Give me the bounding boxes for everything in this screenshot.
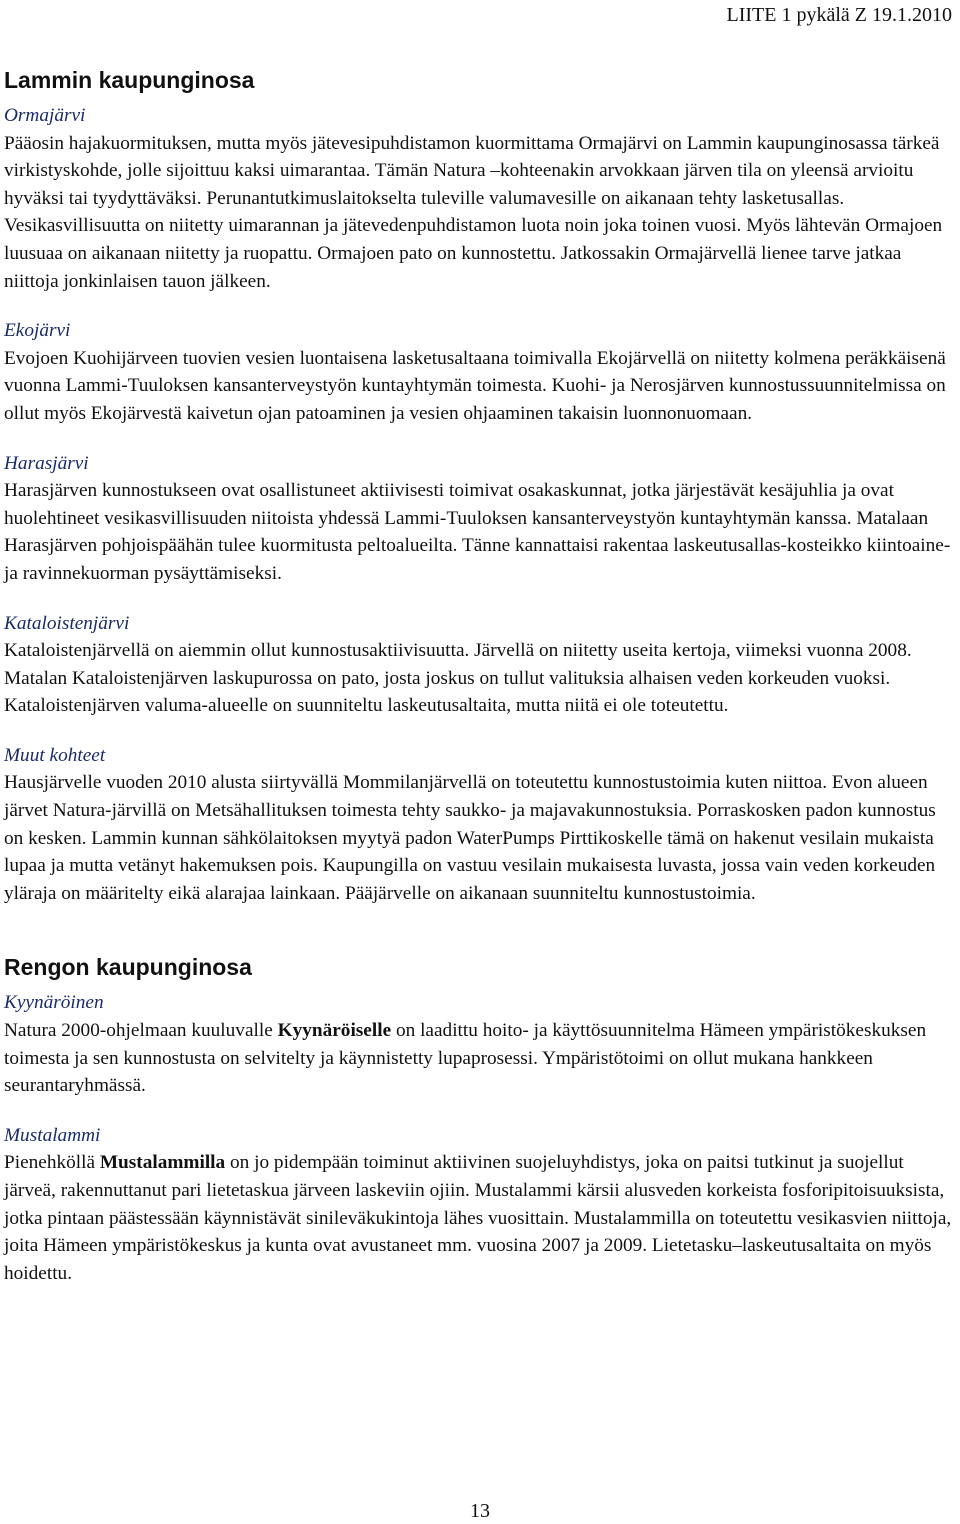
subsection-text: Pääosin hajakuormituksen, mutta myös jätevesipuhdistamon kuormittama Ormajärvi on Lammin kaupunginosassa tärkeä virkistyskohde, jolle sijoittuu kaksi uimarantaa. Tämän Natura –kohteenakin arvokkaan järven tila on yleensä arvioitu hyväksi tai tyydyttäväksi. Perunantutkimuslaitokselta tuleville valumavesille on aikanaan tehty lasketusallas. Vesikasvillisuutta on niitetty uimarannan ja jätevedenpuhdistamon luota noin joka toinen vuosi. Myös lähtevän Ormajoen luusuaa on aikanaan niitetty ja ruopattu. Ormajoen pato on kunnostettu. Jatkossakin Ormajärvellä lienee tarve jatkaa niittoja jonkinlaisen tauon jälkeen. (4, 132, 943, 292)
page-header: LIITE 1 pykälä Z 19.1.2010 (726, 4, 952, 26)
subsection-ekojarvi (4, 317, 956, 427)
subsection-text: Kataloistenjärvellä on aiemmin ollut kunnostusaktiivisuutta. Järvellä on niitetty useita kertoja, viimeksi vuonna 2008. Matalan Kataloistenjärven laskupurossa on pato, josta joskus on tullut valituksia alhaisen veden korkeuden vuoksi. Kataloistenjärven valuma-alueelle on suunniteltu laskeutusaltaita, mutta niitä ei ole toteutettu. (4, 640, 912, 717)
bold-term: Mustalammilla (99, 1152, 226, 1174)
document-body (4, 66, 956, 1309)
text-after: on jo pidempään toiminut aktiivinen suojeluyhdistys, joka on paitsi tutkinut ja suojellut järveä, rakennuttanut pari lietetaskua järveen laskeviin ojiin. Mustalammi kärsii alusveden korkeista fosforipitoisuuksista, jotka pintaan päästessään käynnistävät sinileväkukintoja lähes vuosittain. Mustalammilla on toteutettu vesikasvien niittoja, joita Hämeen ympäristökeskus ja kunta ovat avustaneet mm. vuosina 2007 ja 2009. Lietetasku–laskeutusaltaita on myös hoidettu. (4, 1152, 952, 1284)
subsection-ormajarvi (4, 102, 956, 295)
subsection-mustalammi (4, 1122, 956, 1288)
subsection-heading: Ormajärvi (4, 105, 86, 126)
subsection-heading: Mustalammi (4, 1124, 101, 1146)
text-before: Pienehköllä (4, 1152, 100, 1174)
subsection-kyynaroinen (4, 989, 956, 1099)
text-after: on laadittu hoito- ja käyttösuunnitelma Hämeen ympäristökeskuksen toimesta ja sen kunnostusta on selvitelty ja käynnistetty lupaprosessi. Ympäristötoimi on ollut mukana hankkeen seurantaryhmässä. (4, 1020, 927, 1097)
subsection-kataloistenjarvi (4, 610, 956, 720)
page-number: 13 (470, 1500, 490, 1522)
subsection-text (4, 1017, 956, 1100)
subsection-heading: Muut kohteet (4, 744, 106, 766)
section-title-lammi: Lammin kaupunginosa (4, 67, 255, 93)
subsection-heading: Kyynäröinen (4, 992, 104, 1014)
subsection-heading: Harasjärvi (4, 452, 89, 474)
text-before: Natura 2000-ohjelmaan kuuluvalle (4, 1020, 278, 1042)
subsection-text: Evojoen Kuohijärveen tuovien vesien luontaisena lasketusaltaana toimivalla Ekojärvellä on niitetty kolmena peräkkäisenä vuonna Lammi-Tuuloksen kansanterveystyön kuntayhtymän toimesta. Kuohi- ja Nerosjärven kunnostussuunnitelmissa on ollut myös Ekojärvestä kaivetun ojan patoaminen ja vesien ohjaaminen takaisin luonnonuomaan. (4, 347, 946, 424)
subsection-heading: Ekojärvi (4, 320, 71, 342)
bold-term: Kyynäröiselle (277, 1020, 392, 1042)
subsection-muut-kohteet (4, 742, 956, 908)
subsection-heading: Kataloistenjärvi (4, 612, 130, 634)
subsection-text (4, 1149, 956, 1287)
subsection-text: Harasjärven kunnostukseen ovat osallistuneet aktiivisesti toimivat osakaskunnat, jotka järjestävät kesäjuhlia ja ovat huolehtineet vesikasvillisuuden niitoista yhdessä Lammi-Tuuloksen kansanterveystyön kuntayhtymän kanssa. Matalaan Harasjärven pohjoispäähän tulee kuormitusta peltoalueilta. Tänne kannattaisi rakentaa laskeutusallas-kosteikko kiintoaine- ja ravinnekuorman pysäyttämiseksi. (4, 480, 951, 584)
section-title-renko: Rengon kaupunginosa (4, 954, 252, 981)
subsection-harasjarvi (4, 450, 956, 588)
subsection-text: Hausjärvelle vuoden 2010 alusta siirtyvällä Mommilanjärvellä on toteutettu kunnostustoimia kuten niittoa. Evon alueen järvet Natura-järvillä on Metsähallituksen toimesta tehty saukko- ja majavakunnostuksia. Porraskosken padon kunnostus on kesken. Lammin kunnan sähkölaitoksen myytyä padon WaterPumps Pirttikoskelle tämä on hakenut vesilain mukaista lupaa ja mutta vetänyt hakemuksen pois. Kaupungilla on vastuu vesilain mukaisesta luvasta, jossa vain veden korkeuden yläraja on määritelty eikä alarajaa lainkaan. Pääjärvelle on aikanaan suunniteltu kunnostustoimia. (4, 772, 936, 904)
